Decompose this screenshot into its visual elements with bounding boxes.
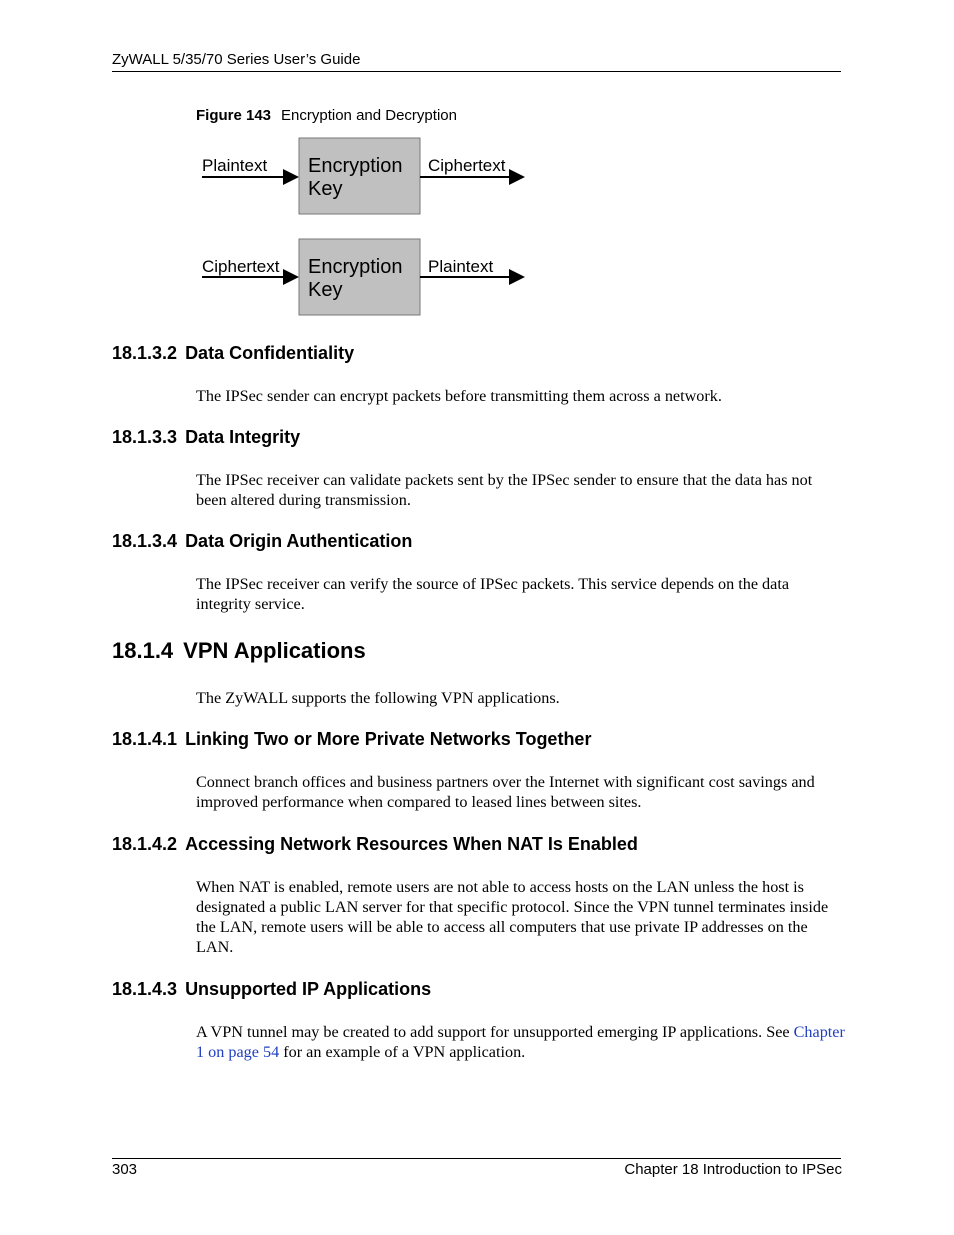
- figure-number: Figure 143: [196, 107, 272, 124]
- section-title: Unsupported IP Applications: [185, 979, 432, 999]
- section-heading-data-integrity: [112, 427, 300, 448]
- row2-key-label-line1: Encryption: [308, 256, 403, 278]
- section-number: 18.1.4.1: [112, 729, 178, 749]
- diagram-row-encryption: [202, 138, 523, 214]
- section-number: 18.1.3.4: [112, 531, 178, 551]
- figure-title: Encryption and Decryption: [281, 107, 457, 124]
- paragraph-unsupported-ip-applications: [196, 1022, 846, 1062]
- paragraph-vpn-applications: The ZyWALL supports the following VPN applications.: [196, 689, 560, 707]
- section-number: 18.1.4.2: [112, 834, 178, 854]
- row2-input-label: Ciphertext: [202, 257, 280, 276]
- section-heading-linking-private-networks: [112, 729, 591, 750]
- diagram-row-decryption: [202, 239, 523, 315]
- document-title: ZyWALL 5/35/70 Series User’s Guide: [112, 51, 361, 68]
- figure-caption: [196, 107, 457, 124]
- paragraph-data-integrity: The IPSec receiver can validate packets sent by the IPSec sender to ensure that the data has not been altered during transmission.: [196, 471, 813, 509]
- section-number: 18.1.4.3: [112, 979, 178, 999]
- row1-key-label-line2: Key: [308, 178, 343, 200]
- row2-key-label-line2: Key: [308, 279, 343, 301]
- section-heading-vpn-applications: [112, 638, 366, 664]
- header-rule: [112, 71, 841, 72]
- row1-input-label: Plaintext: [202, 156, 268, 175]
- section-title: Linking Two or More Private Networks Together: [185, 729, 592, 749]
- paragraph-data-origin-authentication: The IPSec receiver can verify the source of IPSec packets. This service depends on the data integrity service.: [196, 575, 790, 613]
- chapter-cross-reference-link[interactable]: Chapter 1 on page 54: [196, 1023, 845, 1061]
- row2-output-label: Plaintext: [428, 257, 494, 276]
- paragraph-accessing-network-resources: When NAT is enabled, remote users are not able to access hosts on the LAN unless the host is designated a public LAN server for that specific protocol. Since the VPN tunnel terminates inside the LAN, remote users will be able to access all computers that use private IP addresses on the LAN.: [196, 878, 829, 956]
- section-title: Data Integrity: [185, 427, 301, 447]
- paragraph-text-end: for an example of a VPN application.: [279, 1043, 526, 1061]
- footer-rule: [112, 1158, 841, 1159]
- row1-key-label-line1: Encryption: [308, 155, 403, 177]
- chapter-title: Chapter 18 Introduction to IPSec: [624, 1161, 842, 1178]
- encryption-decryption-diagram: [198, 137, 528, 317]
- paragraph-linking-private-networks: Connect branch offices and business partners over the Internet with significant cost savings and improved performance when compared to leased lines between sites.: [196, 773, 815, 811]
- section-heading-data-confidentiality: [112, 343, 354, 364]
- section-title: Data Origin Authentication: [185, 531, 413, 551]
- section-number: 18.1.4: [112, 638, 174, 663]
- row1-output-label: Ciphertext: [428, 156, 506, 175]
- section-number: 18.1.3.3: [112, 427, 178, 447]
- paragraph-text-start: A VPN tunnel may be created to add support for unsupported emerging IP applications. See: [196, 1023, 794, 1041]
- section-heading-accessing-network-resources: [112, 834, 638, 855]
- section-title: Accessing Network Resources When NAT Is Enabled: [185, 834, 638, 854]
- section-title: Data Confidentiality: [185, 343, 355, 363]
- section-heading-unsupported-ip-applications: [112, 979, 431, 1000]
- section-heading-data-origin-authentication: [112, 531, 412, 552]
- section-number: 18.1.3.2: [112, 343, 178, 363]
- paragraph-data-confidentiality: The IPSec sender can encrypt packets before transmitting them across a network.: [196, 387, 722, 405]
- page-number: 303: [112, 1161, 138, 1178]
- section-title: VPN Applications: [183, 638, 366, 663]
